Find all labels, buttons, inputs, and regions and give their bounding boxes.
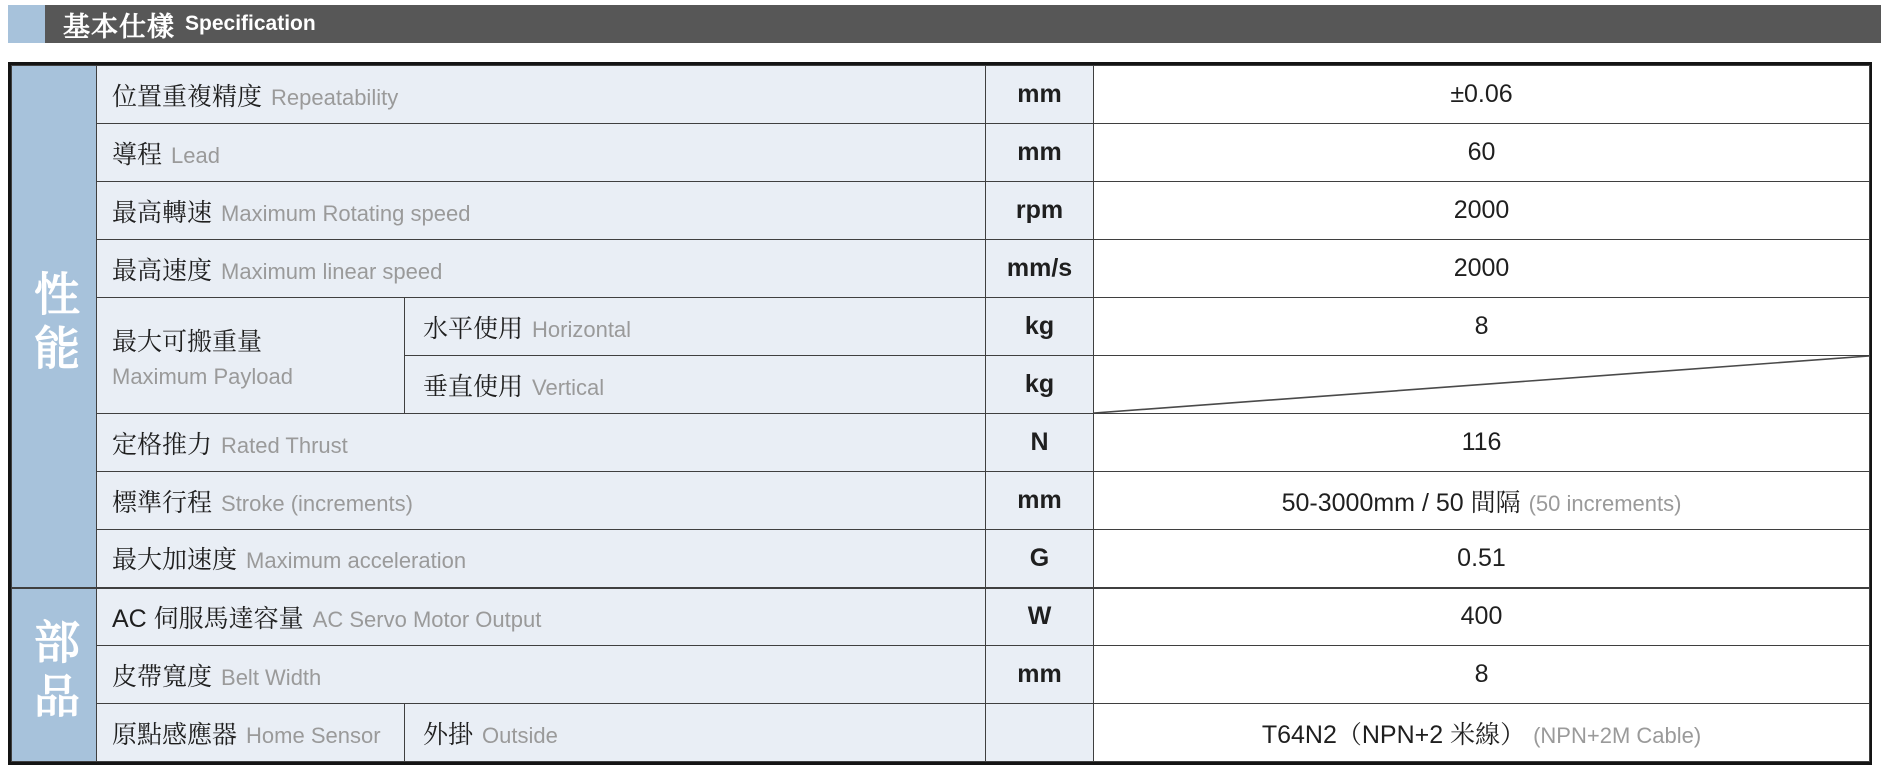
- row-label-max-acceleration: 最大加速度 Maximum acceleration: [97, 530, 986, 588]
- row-label-stroke: 標準行程 Stroke (increments): [97, 472, 986, 530]
- row-label-max-linear-speed: 最高速度 Maximum linear speed: [97, 240, 986, 298]
- unit-cell: mm: [986, 472, 1094, 530]
- section-label-parts: 部品: [12, 588, 97, 762]
- row-label-servo-output: AC 伺服馬達容量 AC Servo Motor Output: [97, 588, 986, 646]
- unit-cell: rpm: [986, 182, 1094, 240]
- value-cell: 116: [1094, 414, 1870, 472]
- value-cell: 2000: [1094, 182, 1870, 240]
- page-title-zh: 基本仕樣: [63, 11, 175, 42]
- unit-cell: mm: [986, 66, 1094, 124]
- value-cell: 0.51: [1094, 530, 1870, 588]
- unit-cell: N: [986, 414, 1094, 472]
- table-row: [12, 704, 1870, 762]
- title-accent-square: [8, 5, 45, 43]
- table-row: [12, 414, 1870, 472]
- table-row: [12, 66, 1870, 124]
- row-label-max-payload-group: 最大可搬重量 Maximum Payload: [97, 298, 405, 414]
- value-note: (50 increments): [1528, 490, 1682, 516]
- table-row: [12, 588, 1870, 646]
- section-title-bar: [8, 5, 1881, 43]
- value-cell: 400: [1094, 588, 1870, 646]
- table-row: [12, 530, 1870, 588]
- row-sublabel-horizontal: 水平使用 Horizontal: [405, 298, 986, 356]
- table-row: [12, 646, 1870, 704]
- unit-cell: mm/s: [986, 240, 1094, 298]
- unit-cell: W: [986, 588, 1094, 646]
- table-row: [12, 240, 1870, 298]
- row-sublabel-outside: 外掛 Outside: [405, 704, 986, 762]
- title-strip: [45, 5, 1881, 43]
- value-note: (NPN+2M Cable): [1533, 722, 1702, 748]
- value-cell: ±0.06: [1094, 66, 1870, 124]
- row-label-max-rotating-speed: 最高轉速 Maximum Rotating speed: [97, 182, 986, 240]
- section-label-performance: 性能: [12, 66, 97, 588]
- specification-table: [11, 65, 1870, 762]
- value-main: 50-3000mm / 50 間隔: [1281, 488, 1521, 517]
- table-row: [12, 182, 1870, 240]
- unit-cell: mm: [986, 124, 1094, 182]
- value-main: T64N2（NPN+2 米線）: [1261, 720, 1526, 749]
- table-row: [12, 472, 1870, 530]
- row-sublabel-vertical: 垂直使用 Vertical: [405, 356, 986, 414]
- table-row: [12, 298, 1870, 356]
- row-label-belt-width: 皮帶寬度 Belt Width: [97, 646, 986, 704]
- unit-cell: kg: [986, 356, 1094, 414]
- table-row: [12, 124, 1870, 182]
- page-title-en: Specification: [185, 12, 316, 35]
- value-cell: [1094, 472, 1870, 530]
- row-label-rated-thrust: 定格推力 Rated Thrust: [97, 414, 986, 472]
- value-cell: 8: [1094, 298, 1870, 356]
- unit-cell: G: [986, 530, 1094, 588]
- unit-cell: [986, 704, 1094, 762]
- unit-cell: mm: [986, 646, 1094, 704]
- value-cell: [1094, 704, 1870, 762]
- value-cell-not-applicable: [1094, 356, 1870, 414]
- row-label-lead: 導程 Lead: [97, 124, 986, 182]
- specification-table-frame: [8, 62, 1872, 765]
- value-cell: 2000: [1094, 240, 1870, 298]
- na-diagonal-line: [1094, 356, 1869, 413]
- row-label-home-sensor: 原點感應器 Home Sensor: [97, 704, 405, 762]
- unit-cell: kg: [986, 298, 1094, 356]
- row-label-repeatability: 位置重複精度 Repeatability: [97, 66, 986, 124]
- value-cell: 60: [1094, 124, 1870, 182]
- value-cell: 8: [1094, 646, 1870, 704]
